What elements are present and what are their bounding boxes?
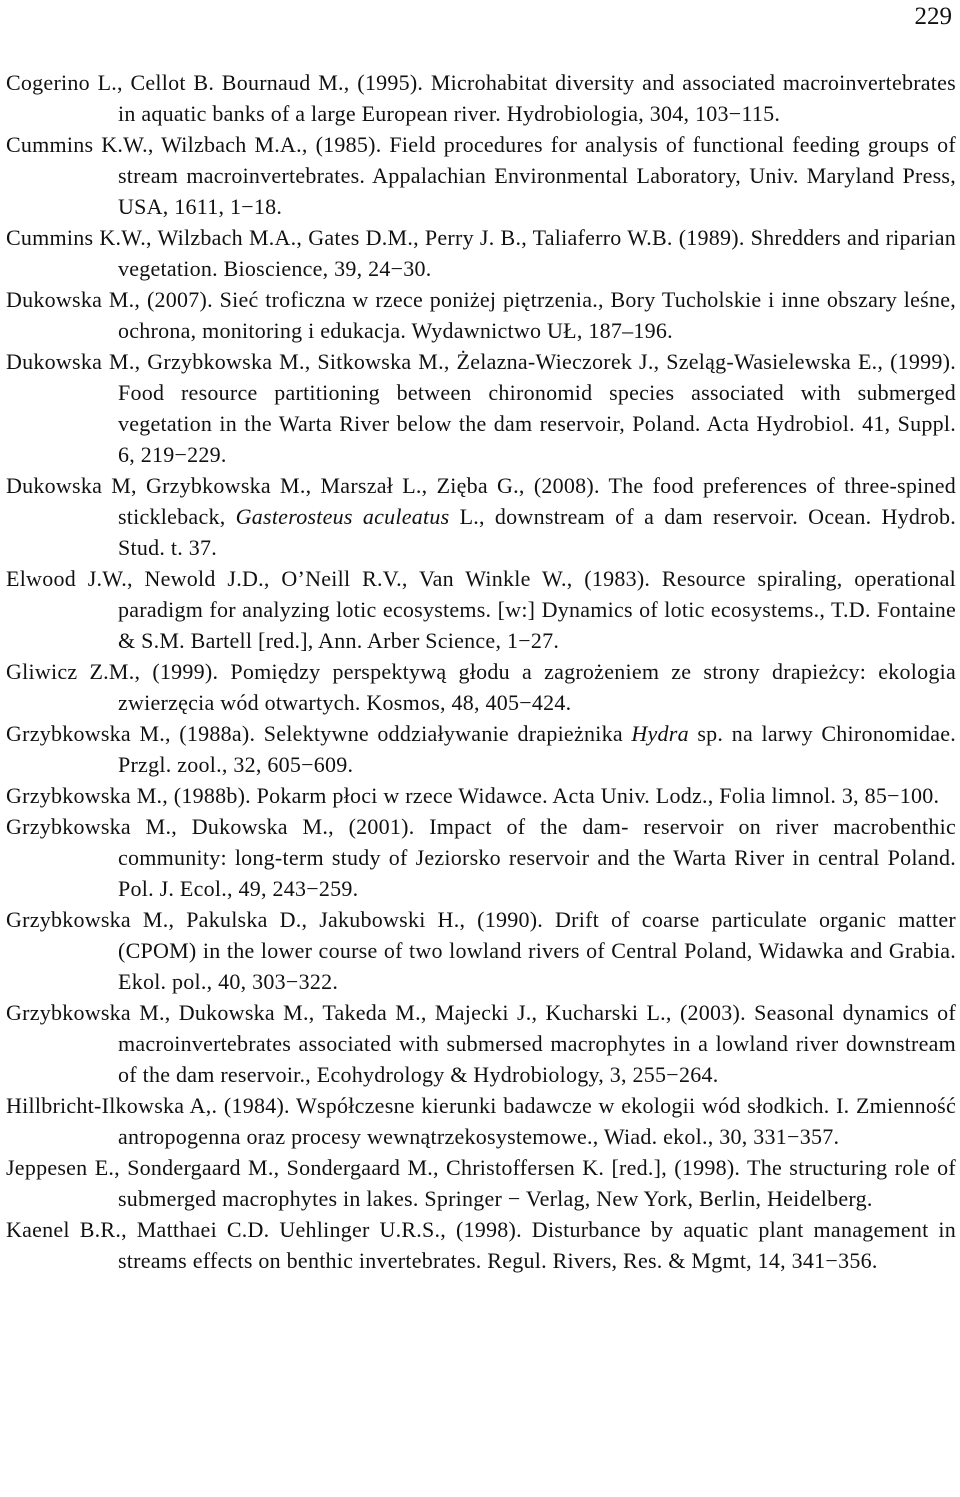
reference-text: Grzybkowska M., Pakulska D., Jakubowski H., (1990). Drift of coarse particulate organic matter (CPOM) in the lower course of two lowland rivers of Central Poland, Widawka and Grabia. Ekol. pol., 40, 303−322.	[6, 907, 956, 994]
reference-text: L., downstream of a dam reservoir. Ocean. Hydrob. Stud. t. 37.	[118, 504, 956, 560]
reference-entry	[6, 656, 956, 718]
page-number: 229	[914, 3, 952, 30]
reference-italic-text: Gasterosteus aculeatus	[235, 504, 450, 529]
reference-text: Dukowska M., Grzybkowska M., Sitkowska M., Żelazna-Wieczorek J., Szeląg-Wasielewska E., (1999). Food resource partitioning between chironomid species associated with submerged vegetation in the Warta River below the dam reservoir, Poland. Acta Hydrobiol. 41, Suppl. 6, 219−229.	[6, 349, 956, 467]
reference-entry	[6, 1090, 956, 1152]
reference-entry	[6, 811, 956, 904]
reference-entry	[6, 284, 956, 346]
reference-text: Jeppesen E., Sondergaard M., Sondergaard M., Christoffersen K. [red.], (1998). The structuring role of submerged macrophytes in lakes. Springer − Verlag, New York, Berlin, Heidelberg.	[6, 1155, 956, 1211]
reference-entry	[6, 563, 956, 656]
reference-italic-text: Hydra	[631, 721, 689, 746]
reference-entry	[6, 470, 956, 563]
reference-text: Dukowska M, Grzybkowska M., Marszał L., Zięba G., (2008). The food preferences of three-spined stickleback,	[6, 473, 956, 529]
reference-text: Elwood J.W., Newold J.D., O’Neill R.V., Van Winkle W., (1983). Resource spiraling, operational paradigm for analyzing lotic ecosystems. [w:] Dynamics of lotic ecosystems., T.D. Fontaine & S.M. Bartell [red.], Ann. Arber Science, 1−27.	[6, 566, 956, 653]
reference-entry	[6, 129, 956, 222]
reference-text: Cogerino L., Cellot B. Bournaud M., (1995). Microhabitat diversity and associated macroinvertebrates in aquatic banks of a large European river. Hydrobiologia, 304, 103−115.	[6, 70, 956, 126]
reference-text: Grzybkowska M., (1988a). Selektywne oddziaływanie drapieżnika	[6, 721, 632, 746]
reference-text: Cummins K.W., Wilzbach M.A., (1985). Field procedures for analysis of functional feeding groups of stream macroinvertebrates. Appalachian Environmental Laboratory, Univ. Maryland Press, USA, 1611, 1−18.	[6, 132, 956, 219]
reference-entry	[6, 997, 956, 1090]
reference-text: Cummins K.W., Wilzbach M.A., Gates D.M., Perry J. B., Taliaferro W.B. (1989). Shredders and riparian vegetation. Bioscience, 39, 24−30.	[6, 225, 956, 281]
reference-text: Gliwicz Z.M., (1999). Pomiędzy perspektywą głodu a zagrożeniem ze strony drapieżcy: ekologia zwierzęcia wód otwartych. Kosmos, 48, 405−424.	[6, 659, 956, 715]
reference-entry	[6, 346, 956, 470]
reference-text: Hillbricht-Ilkowska A,. (1984). Współczesne kierunki badawcze w ekologii wód słodkich. I. Zmienność antropogenna oraz procesy wewnątrzekosystemowe., Wiad. ekol., 30, 331−357.	[6, 1093, 956, 1149]
reference-text: sp. na larwy Chironomidae. Przgl. zool., 32, 605−609.	[118, 721, 956, 777]
reference-text: Grzybkowska M., Dukowska M., Takeda M., Majecki J., Kucharski L., (2003). Seasonal dynamics of macroinvertebrates associated with submersed macrophytes in a lowland river downstream of the dam reservoir., Ecohydrology & Hydrobiology, 3, 255−264.	[6, 1000, 956, 1087]
reference-entry	[6, 904, 956, 997]
reference-text: Kaenel B.R., Matthaei C.D. Uehlinger U.R.S., (1998). Disturbance by aquatic plant management in streams effects on benthic invertebrates. Regul. Rivers, Res. & Mgmt, 14, 341−356.	[6, 1217, 956, 1273]
reference-text: Grzybkowska M., Dukowska M., (2001). Impact of the dam- reservoir on river macrobenthic community: long-term study of Jeziorsko reservoir and the Warta River in central Poland. Pol. J. Ecol., 49, 243−259.	[6, 814, 956, 901]
reference-entry	[6, 780, 956, 811]
reference-list	[6, 67, 956, 1276]
reference-entry	[6, 1214, 956, 1276]
reference-entry	[6, 718, 956, 780]
reference-entry	[6, 1152, 956, 1214]
reference-text: Grzybkowska M., (1988b). Pokarm płoci w rzece Widawce. Acta Univ. Lodz., Folia limnol. 3, 85−100.	[6, 783, 940, 808]
reference-text: Dukowska M., (2007). Sieć troficzna w rzece poniżej piętrzenia., Bory Tucholskie i inne obszary leśne, ochrona, monitoring i edukacja. Wydawnictwo UŁ, 187–196.	[6, 287, 956, 343]
reference-entry	[6, 67, 956, 129]
reference-entry	[6, 222, 956, 284]
